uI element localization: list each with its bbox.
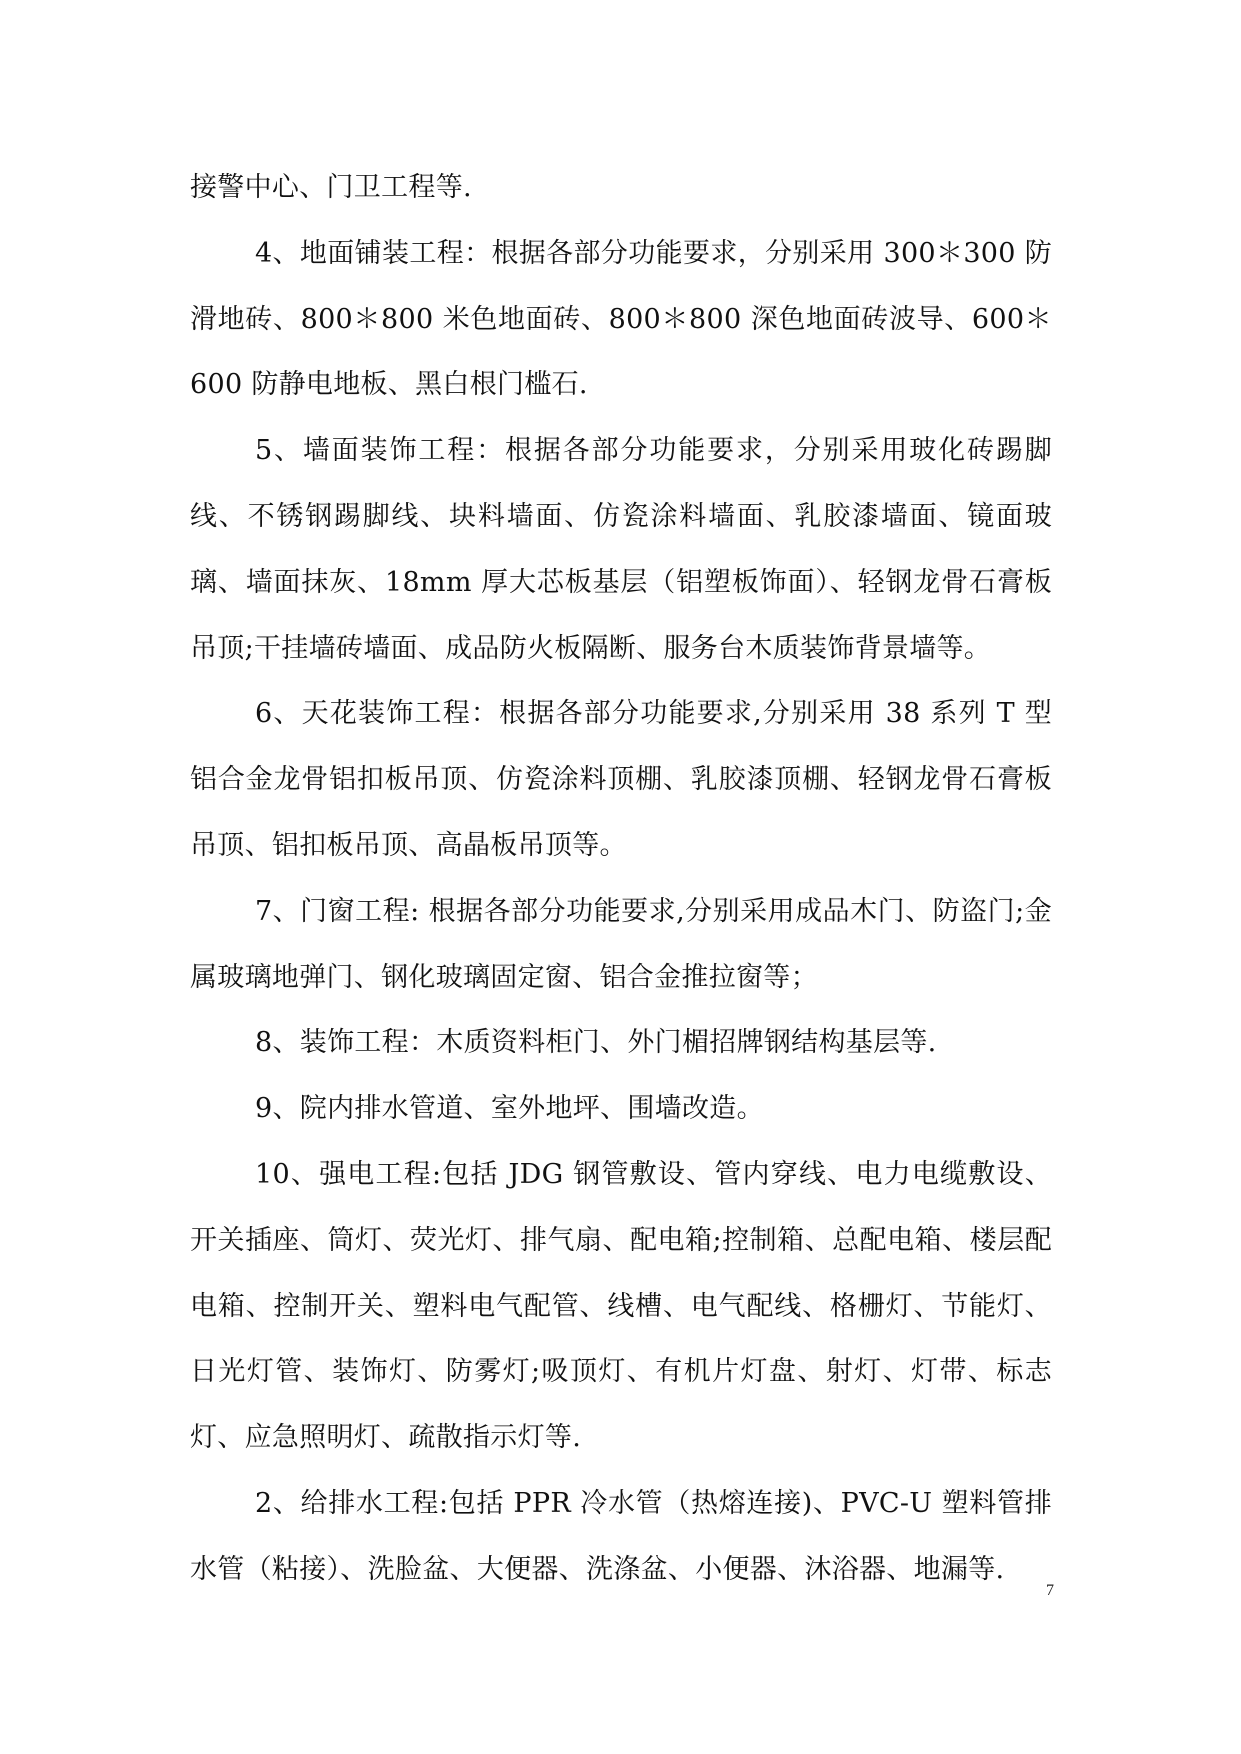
- paragraph-floor-paving: 4、地面铺装工程：根据各部分功能要求，分别采用 300＊300 防滑地砖、800＊800 米色地面砖、800＊800 深色地面砖波导、600＊600 防静电地板、黑白根门槛石.: [190, 237, 1052, 401]
- paragraph-doors-windows: 7、门窗工程: 根据各部分功能要求,分别采用成品木门、防盗门;金属玻璃地弹门、钢化玻璃固定窗、铝合金推拉窗等；: [190, 895, 1052, 993]
- paragraph-drainage-works: 9、院内排水管道、室外地坪、围墙改造。: [255, 1093, 764, 1125]
- body-text: [190, 155, 1052, 1603]
- page-number: 7: [1046, 1582, 1054, 1599]
- paragraph-decoration-works: 8、装饰工程：木质资料柜门、外门楣招牌钢结构基层等.: [255, 1027, 937, 1059]
- paragraph-electrical-works: 10、强电工程:包括 JDG 钢管敷设、管内穿线、电力电缆敷设、开关插座、筒灯、荧光灯、排气扇、配电箱;控制箱、总配电箱、楼层配电箱、控制开关、塑料电气配管、线槽、电气配线、格栅灯、节能灯、日光灯管、装饰灯、防雾灯;吸顶灯、有机片灯盘、射灯、灯带、标志灯、应急照明灯、疏散指示灯等.: [190, 1158, 1052, 1454]
- paragraph-ceiling-decoration: 6、天花装饰工程：根据各部分功能要求,分别采用 38 系列 T 型铝合金龙骨铝扣板吊顶、仿瓷涂料顶棚、乳胶漆顶棚、轻钢龙骨石膏板吊顶、铝扣板吊顶、高晶板吊顶等。: [190, 698, 1052, 861]
- paragraph-plumbing-works: 2、给排水工程:包括 PPR 冷水管（热熔连接)、PVC-U 塑料管排水管（粘接）、洗脸盆、大便器、洗涤盆、小便器、沐浴器、地漏等.: [190, 1487, 1052, 1585]
- paragraph-wall-decoration: 5、墙面装饰工程：根据各部分功能要求，分别采用玻化砖踢脚线、不锈钢踢脚线、块料墙面、仿瓷涂料墙面、乳胶漆墙面、镜面玻璃、墙面抹灰、18mm 厚大芯板基层（铝塑板饰面）、轻钢龙骨石膏板吊顶;干挂墙砖墙面、成品防火板隔断、服务台木质装饰背景墙等。: [190, 435, 1052, 664]
- paragraph-continuation: 接警中心、门卫工程等.: [190, 172, 472, 203]
